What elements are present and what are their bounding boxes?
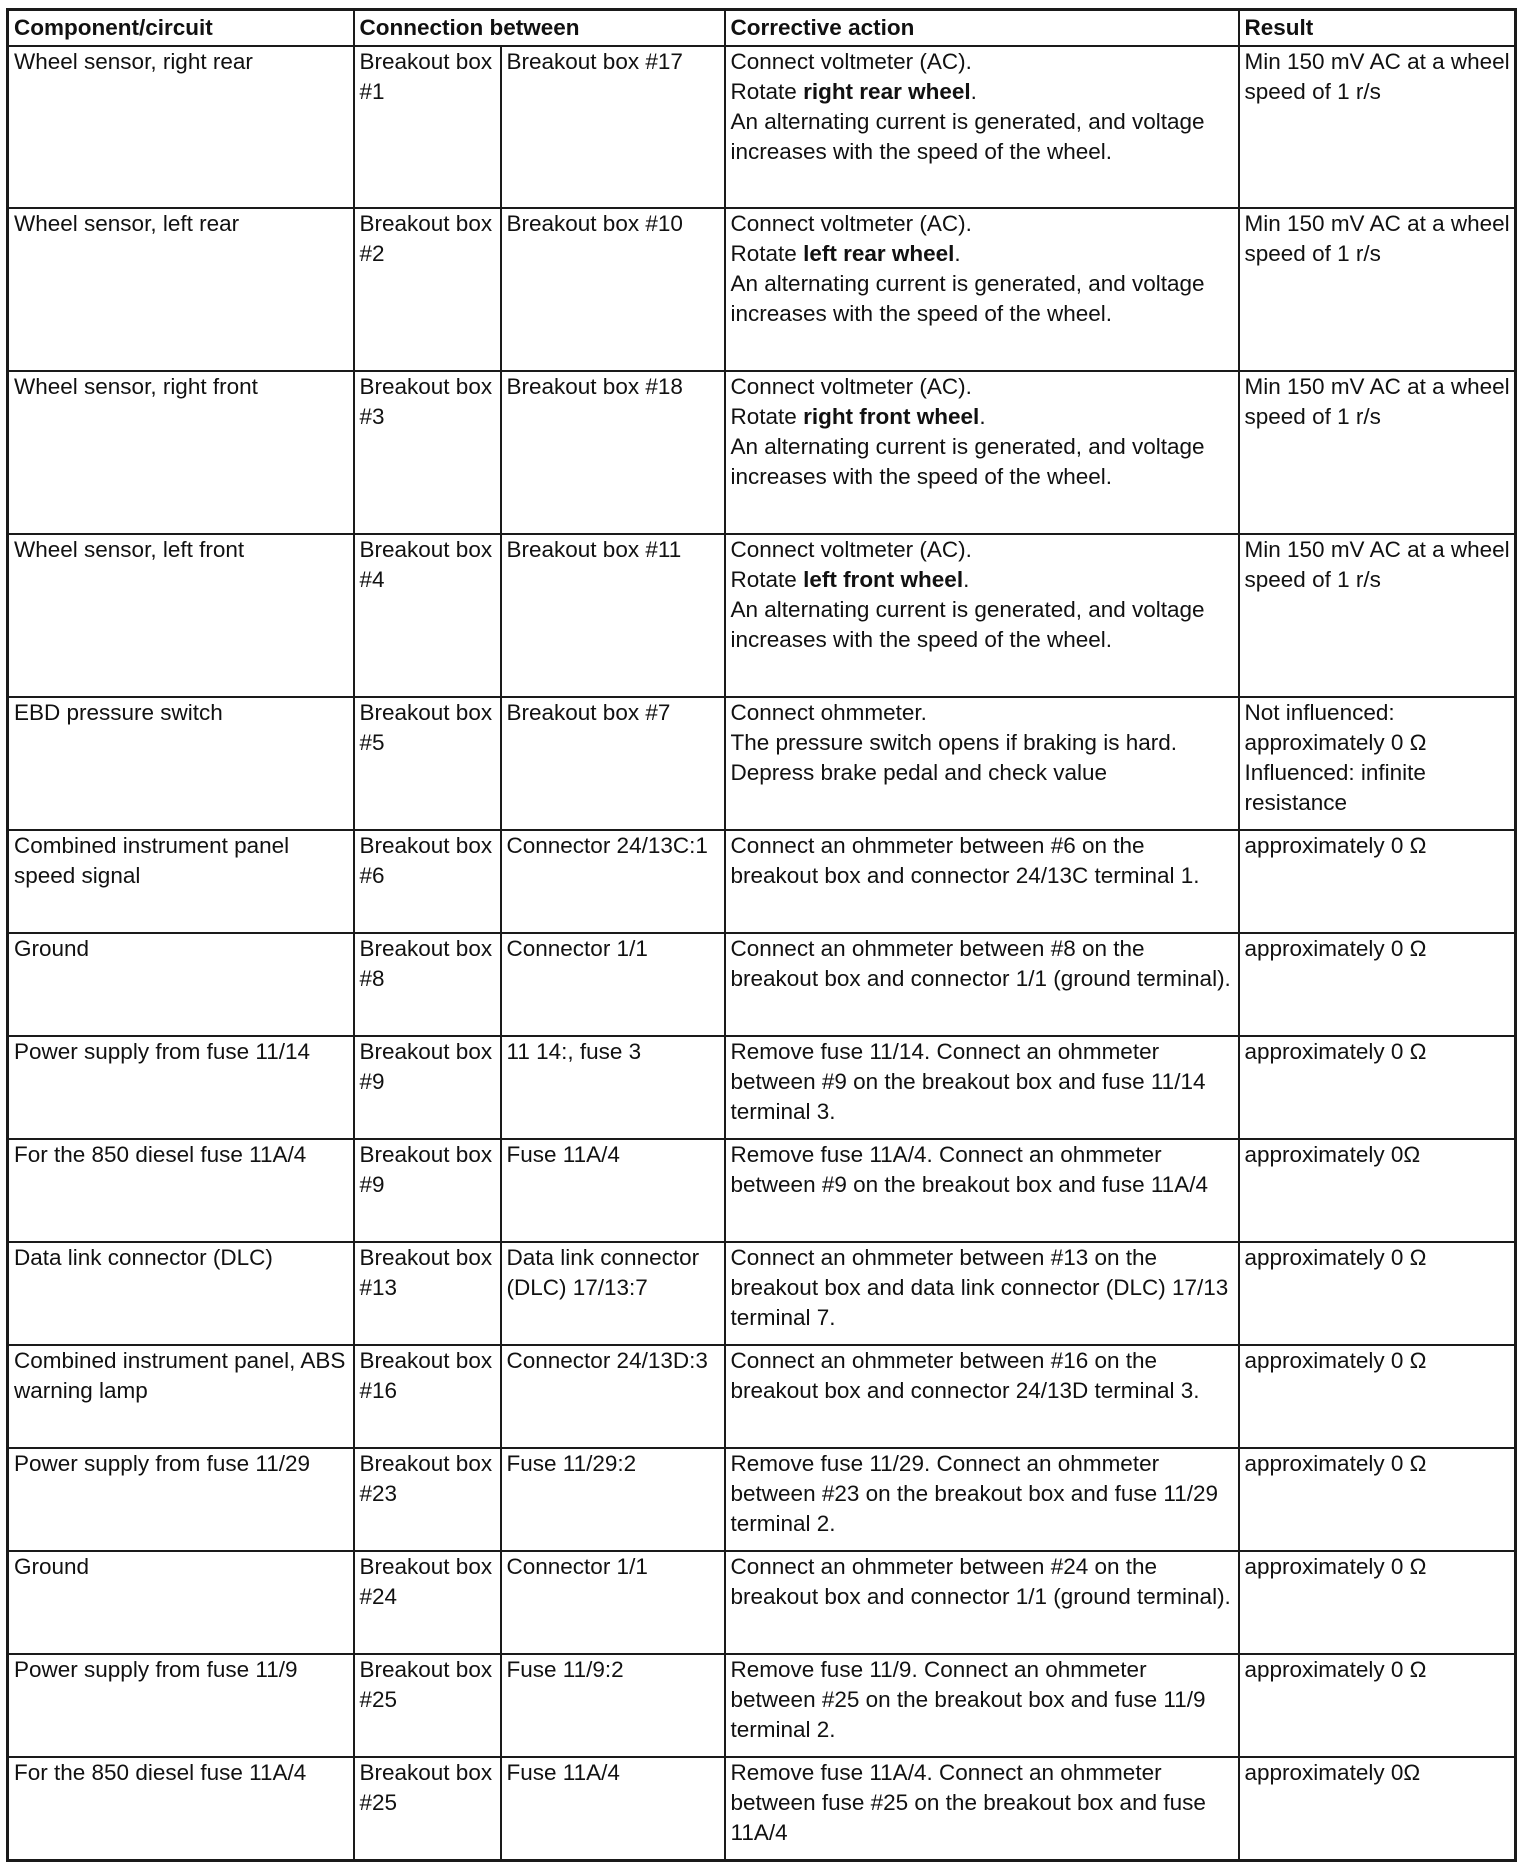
action-cell [725, 534, 1239, 697]
connection-from-cell: Breakout box #16 [354, 1345, 501, 1448]
action-bold-text: left front wheel [803, 567, 964, 592]
result-cell: Min 150 mV AC at a wheel speed of 1 r/s [1239, 208, 1516, 371]
component-cell: Power supply from fuse 11/29 [8, 1448, 354, 1551]
connection-to-cell: Connector 24/13D:3 [501, 1345, 725, 1448]
connection-from-cell: Breakout box #5 [354, 697, 501, 830]
connection-to-cell: Breakout box #10 [501, 208, 725, 371]
result-cell: approximately 0 Ω [1239, 1654, 1516, 1757]
action-text: Rotate [730, 404, 804, 429]
table-row [8, 1551, 1516, 1654]
connection-from-cell: Breakout box #2 [354, 208, 501, 371]
test-table [6, 8, 1517, 1862]
action-line: An alternating current is generated, and voltage increases with the speed of the wheel. [730, 271, 1205, 326]
action-cell [725, 46, 1239, 208]
action-line: Connect voltmeter (AC). [730, 211, 972, 236]
connection-from-cell: Breakout box #23 [354, 1448, 501, 1551]
table-header-row [8, 10, 1516, 47]
connection-from-cell: Breakout box #6 [354, 830, 501, 933]
connection-to-cell: Breakout box #7 [501, 697, 725, 830]
connection-from-cell: Breakout box #4 [354, 534, 501, 697]
result-line: Not influenced: [1244, 700, 1395, 725]
component-cell: For the 850 diesel fuse 11A/4 [8, 1139, 354, 1242]
action-line: An alternating current is generated, and voltage increases with the speed of the wheel. [730, 434, 1205, 489]
action-bold-text: right rear wheel [803, 79, 971, 104]
table-row [8, 1345, 1516, 1448]
table-row [8, 371, 1516, 534]
action-bold-text: right front wheel [803, 404, 980, 429]
result-cell: Min 150 mV AC at a wheel speed of 1 r/s [1239, 371, 1516, 534]
result-cell [1239, 697, 1516, 830]
component-cell: Data link connector (DLC) [8, 1242, 354, 1345]
action-line: An alternating current is generated, and voltage increases with the speed of the wheel. [730, 597, 1205, 652]
connection-to-cell: Fuse 11A/4 [501, 1139, 725, 1242]
action-cell: Connect an ohmmeter between #16 on the breakout box and connector 24/13D terminal 3. [725, 1345, 1239, 1448]
result-line: Influenced: infinite resistance [1244, 760, 1426, 815]
component-cell: Ground [8, 1551, 354, 1654]
action-cell: Remove fuse 11/14. Connect an ohmmeter between #9 on the breakout box and fuse 11/14 terminal 3. [725, 1036, 1239, 1139]
action-line [731, 565, 1234, 595]
table-row [8, 1757, 1516, 1860]
connection-to-cell: Breakout box #17 [501, 46, 725, 208]
table-row [8, 534, 1516, 697]
action-line: Depress brake pedal and check value [730, 760, 1107, 785]
component-cell: Wheel sensor, right front [8, 371, 354, 534]
action-line [731, 77, 1234, 107]
result-line: approximately 0 Ω [1244, 730, 1427, 755]
component-cell: For the 850 diesel fuse 11A/4 [8, 1757, 354, 1860]
result-cell: approximately 0 Ω [1239, 1036, 1516, 1139]
connection-to-cell: Breakout box #11 [501, 534, 725, 697]
action-text: Rotate [730, 567, 804, 592]
component-cell: Power supply from fuse 11/9 [8, 1654, 354, 1757]
action-cell: Remove fuse 11A/4. Connect an ohmmeter between #9 on the breakout box and fuse 11A/4 [725, 1139, 1239, 1242]
connection-to-cell: Fuse 11/29:2 [501, 1448, 725, 1551]
connection-from-cell: Breakout box #8 [354, 933, 501, 1036]
connection-to-cell: Connector 24/13C:1 [501, 830, 725, 933]
header-component: Component/circuit [8, 10, 354, 47]
action-cell: Remove fuse 11A/4. Connect an ohmmeter between fuse #25 on the breakout box and fuse 11A/4 [725, 1757, 1239, 1860]
table-row [8, 46, 1516, 208]
component-cell: EBD pressure switch [8, 697, 354, 830]
connection-from-cell: Breakout box #3 [354, 371, 501, 534]
connection-from-cell: Breakout box #13 [354, 1242, 501, 1345]
connection-from-cell: Breakout box #9 [354, 1139, 501, 1242]
action-line [731, 239, 1234, 269]
result-cell: approximately 0 Ω [1239, 1345, 1516, 1448]
action-line: Connect voltmeter (AC). [730, 537, 972, 562]
result-cell: approximately 0 Ω [1239, 1551, 1516, 1654]
action-cell [725, 697, 1239, 830]
connection-from-cell: Breakout box #24 [354, 1551, 501, 1654]
table-row [8, 1036, 1516, 1139]
result-cell: approximately 0 Ω [1239, 1242, 1516, 1345]
action-cell: Remove fuse 11/29. Connect an ohmmeter between #23 on the breakout box and fuse 11/29 terminal 2. [725, 1448, 1239, 1551]
action-line: Connect voltmeter (AC). [730, 374, 972, 399]
component-cell: Power supply from fuse 11/14 [8, 1036, 354, 1139]
document-page [6, 8, 1514, 1852]
component-cell: Combined instrument panel, ABS warning lamp [8, 1345, 354, 1448]
action-line: The pressure switch opens if braking is hard. [730, 730, 1177, 755]
connection-to-cell: Fuse 11A/4 [501, 1757, 725, 1860]
connection-from-cell: Breakout box #25 [354, 1757, 501, 1860]
table-row [8, 1654, 1516, 1757]
result-cell: Min 150 mV AC at a wheel speed of 1 r/s [1239, 46, 1516, 208]
action-text: . [979, 404, 986, 429]
result-cell: approximately 0 Ω [1239, 933, 1516, 1036]
action-cell: Connect an ohmmeter between #13 on the breakout box and data link connector (DLC) 17/13 terminal 7. [725, 1242, 1239, 1345]
result-cell: approximately 0Ω [1239, 1139, 1516, 1242]
action-bold-text: left rear wheel [803, 241, 955, 266]
table-row [8, 1242, 1516, 1345]
action-line: Connect ohmmeter. [730, 700, 927, 725]
table-row [8, 933, 1516, 1036]
action-text: . [954, 241, 961, 266]
result-cell: approximately 0 Ω [1239, 1448, 1516, 1551]
table-row [8, 697, 1516, 830]
action-text: Rotate [730, 241, 804, 266]
table-row [8, 1139, 1516, 1242]
action-cell: Connect an ohmmeter between #8 on the breakout box and connector 1/1 (ground terminal). [725, 933, 1239, 1036]
table-row [8, 208, 1516, 371]
table-row [8, 830, 1516, 933]
action-cell [725, 208, 1239, 371]
component-cell: Wheel sensor, right rear [8, 46, 354, 208]
result-cell: approximately 0Ω [1239, 1757, 1516, 1860]
connection-to-cell: Breakout box #18 [501, 371, 725, 534]
connection-to-cell: Connector 1/1 [501, 933, 725, 1036]
action-cell [725, 371, 1239, 534]
component-cell: Combined instrument panel speed signal [8, 830, 354, 933]
connection-to-cell: Data link connector (DLC) 17/13:7 [501, 1242, 725, 1345]
component-cell: Wheel sensor, left front [8, 534, 354, 697]
action-text: . [970, 79, 977, 104]
action-text: . [963, 567, 970, 592]
result-cell: Min 150 mV AC at a wheel speed of 1 r/s [1239, 534, 1516, 697]
header-action: Corrective action [725, 10, 1239, 47]
action-cell: Connect an ohmmeter between #6 on the breakout box and connector 24/13C terminal 1. [725, 830, 1239, 933]
header-connection: Connection between [354, 10, 725, 47]
action-cell: Connect an ohmmeter between #24 on the breakout box and connector 1/1 (ground terminal). [725, 1551, 1239, 1654]
action-cell: Remove fuse 11/9. Connect an ohmmeter between #25 on the breakout box and fuse 11/9 terminal 2. [725, 1654, 1239, 1757]
table-row [8, 1448, 1516, 1551]
component-cell: Wheel sensor, left rear [8, 208, 354, 371]
connection-from-cell: Breakout box #25 [354, 1654, 501, 1757]
connection-from-cell: Breakout box #1 [354, 46, 501, 208]
header-result: Result [1239, 10, 1516, 47]
component-cell: Ground [8, 933, 354, 1036]
connection-from-cell: Breakout box #9 [354, 1036, 501, 1139]
action-text: Rotate [730, 79, 804, 104]
action-line: Connect voltmeter (AC). [730, 49, 972, 74]
connection-to-cell: Connector 1/1 [501, 1551, 725, 1654]
connection-to-cell: Fuse 11/9:2 [501, 1654, 725, 1757]
connection-to-cell: 11 14:, fuse 3 [501, 1036, 725, 1139]
action-line: An alternating current is generated, and voltage increases with the speed of the wheel. [730, 109, 1205, 164]
action-line [731, 402, 1234, 432]
result-cell: approximately 0 Ω [1239, 830, 1516, 933]
